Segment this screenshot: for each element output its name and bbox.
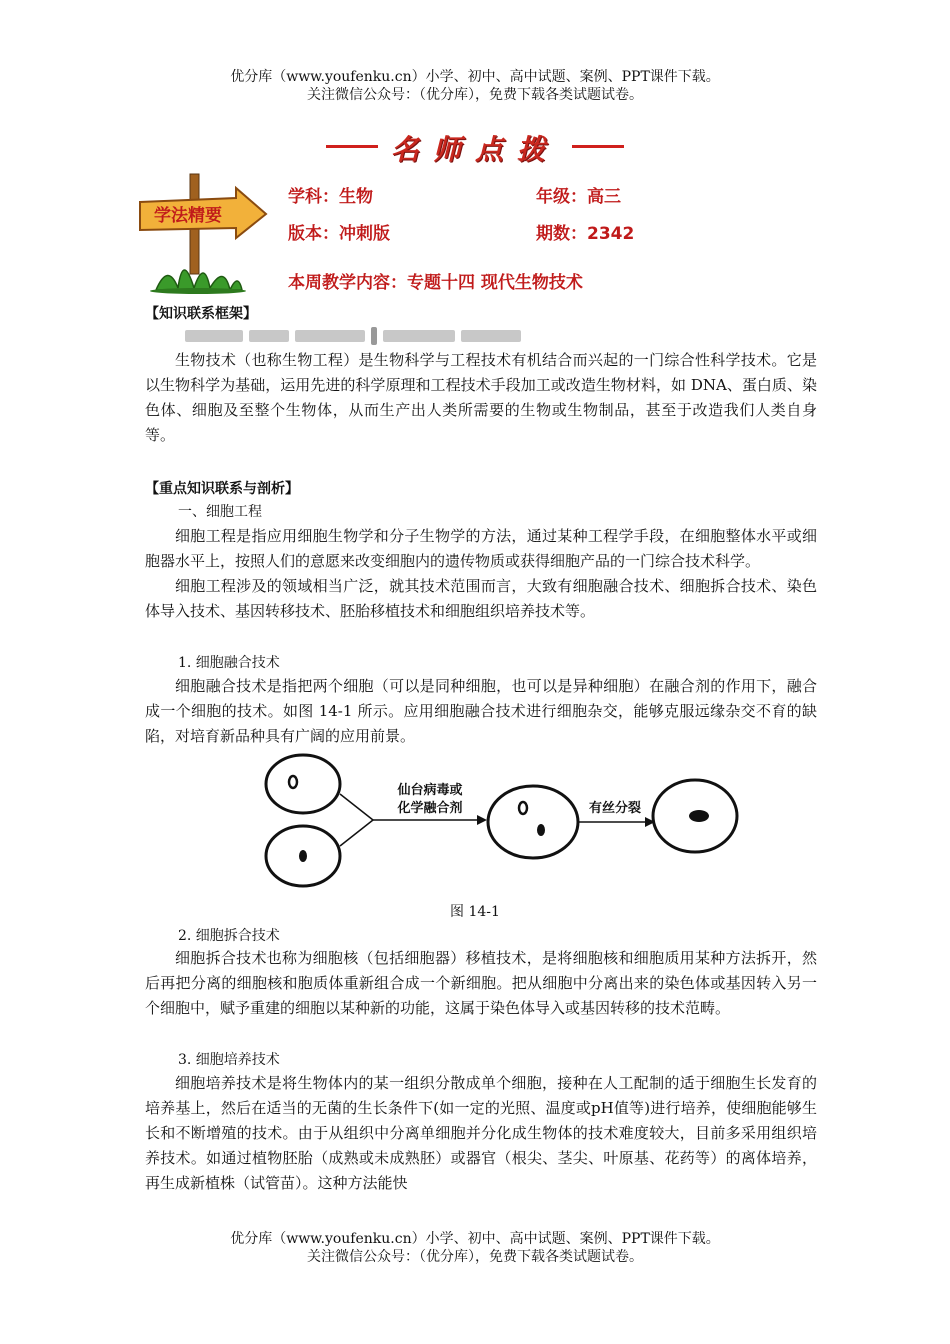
- cell-culture-text: 细胞培养技术是将生物体内的某一组织分散成单个细胞，接种在人工配制的适于细胞生长发育的培养基上，然后在适当的无菌的生长条件下(如一定的光照、温度或pH值等)进行培养，使细胞能够生长和不断增殖的技术。由于从组织中分离单细胞并分化成生物体的技术难度较大，目前多采用组织培养技术。如通过植物胚胎（成熟或未成熟胚）或器官（根尖、茎尖、叶原基、花药等）的离体培养，再生成新植株（试管苗）。这种方法能快: [145, 1074, 817, 1192]
- figure-caption: 图 14-1: [450, 904, 500, 920]
- subheading-cell-engineering: 一、细胞工程: [178, 504, 262, 520]
- cell-splitting-paragraph: [145, 946, 817, 1021]
- cell-splitting-text: 细胞拆合技术也称为细胞核（包括细胞器）移植技术，是将细胞核和细胞质用某种方法拆开，然后再把分离的细胞核和胞质体重新组合成一个新细胞。把从细胞中分离出来的染色体或基因转入另一个细胞中，赋予重建的细胞以某种新的功能，这属于染色体导入或基因转移的技术范畴。: [145, 949, 817, 1017]
- cell-culture-paragraph: [145, 1071, 817, 1196]
- banner-title: 名师点拨: [390, 133, 559, 166]
- meta-issue: 期数：2342: [536, 224, 635, 244]
- sign-text: 学法精要: [154, 206, 222, 226]
- meta-edition: 版本：冲刺版: [288, 224, 390, 244]
- framework-text: 生物技术（也称生物工程）是生物科学与工程技术有机结合而兴起的一门综合性科学技术。它是以生物科学为基础，运用先进的科学原理和工程技术手段加工或改造生物材料，如 DNA、蛋白质、染色体、细胞及至整个生物体，从而生产出人类所需要的生物或生物制品，甚至于改造我们人类自身等。: [145, 351, 817, 444]
- item-title-cell-fusion: 1. 细胞融合技术: [178, 655, 280, 671]
- header-line-2: 关注微信公众号：（优分库），免费下载各类试题试卷。: [307, 87, 643, 103]
- framework-paragraph: [145, 348, 817, 448]
- section-heading-framework: 【知识联系框架】: [145, 306, 257, 322]
- cell-fusion-text: 细胞融合技术是指把两个细胞（可以是同种细胞，也可以是异种细胞）在融合剂的作用下，融合成一个细胞的技术。如图 14-1 所示。应用细胞融合技术进行细胞杂交，能够克服远缘杂交不育的缺陷，对培育新品种具有广阔的应用前景。: [145, 677, 817, 745]
- cell-fusion-paragraph: [145, 674, 817, 749]
- cell-a-nucleus: [289, 776, 297, 788]
- meta-subject: 学科：生物: [288, 187, 373, 207]
- cell-engineering-scope: 细胞工程涉及的领域相当广泛，就其技术范围而言，大致有细胞融合技术、细胞拆合技术、染色体导入技术、基因转移技术、胚胎移植技术和细胞组织培养技术等。: [145, 577, 817, 620]
- section-heading-analysis: 【重点知识联系与剖析】: [145, 481, 299, 497]
- signpost-illustration: [138, 172, 268, 294]
- footer-line-1: 优分库（www.youfenku.cn）小学、初中、高中试题、案例、PPT课件下载。: [230, 1231, 720, 1247]
- header-line-1: 优分库（www.youfenku.cn）小学、初中、高中试题、案例、PPT课件下载。: [230, 69, 720, 85]
- hybrid-cell-nucleus: [689, 810, 709, 822]
- fused-cell-nucleus-a: [519, 802, 527, 814]
- meta-content: 本周教学内容：专题十四 现代生物技术: [288, 273, 583, 293]
- fused-cell-nucleus-b: [537, 824, 545, 836]
- footer-line-2: 关注微信公众号：（优分库），免费下载各类试题试卷。: [307, 1249, 643, 1265]
- banner-right-line: [572, 145, 624, 148]
- fused-cell: [488, 786, 578, 858]
- figure-cell-fusion: [255, 750, 745, 890]
- mitosis-label: 有丝分裂: [588, 801, 642, 816]
- fusion-agent-label-1: 仙台病毒或: [397, 783, 463, 798]
- fusion-agent-label-2: 化学融合剂: [397, 801, 463, 816]
- cell-a: [266, 755, 340, 813]
- blurred-image-strip: [185, 325, 585, 345]
- cell-engineering-paragraphs: [145, 524, 817, 624]
- item-title-cell-splitting: 2. 细胞拆合技术: [178, 928, 280, 944]
- banner: [0, 128, 950, 164]
- meta-grade: 年级：高三: [536, 187, 621, 207]
- cell-engineering-definition: 细胞工程是指应用细胞生物学和分子生物学的方法，通过某种工程学手段，在细胞整体水平或细胞器水平上，按照人们的意愿来改变细胞内的遗传物质或获得细胞产品的一门综合技术科学。: [145, 527, 817, 570]
- item-title-cell-culture: 3. 细胞培养技术: [178, 1052, 280, 1068]
- cell-b-nucleus: [299, 850, 307, 862]
